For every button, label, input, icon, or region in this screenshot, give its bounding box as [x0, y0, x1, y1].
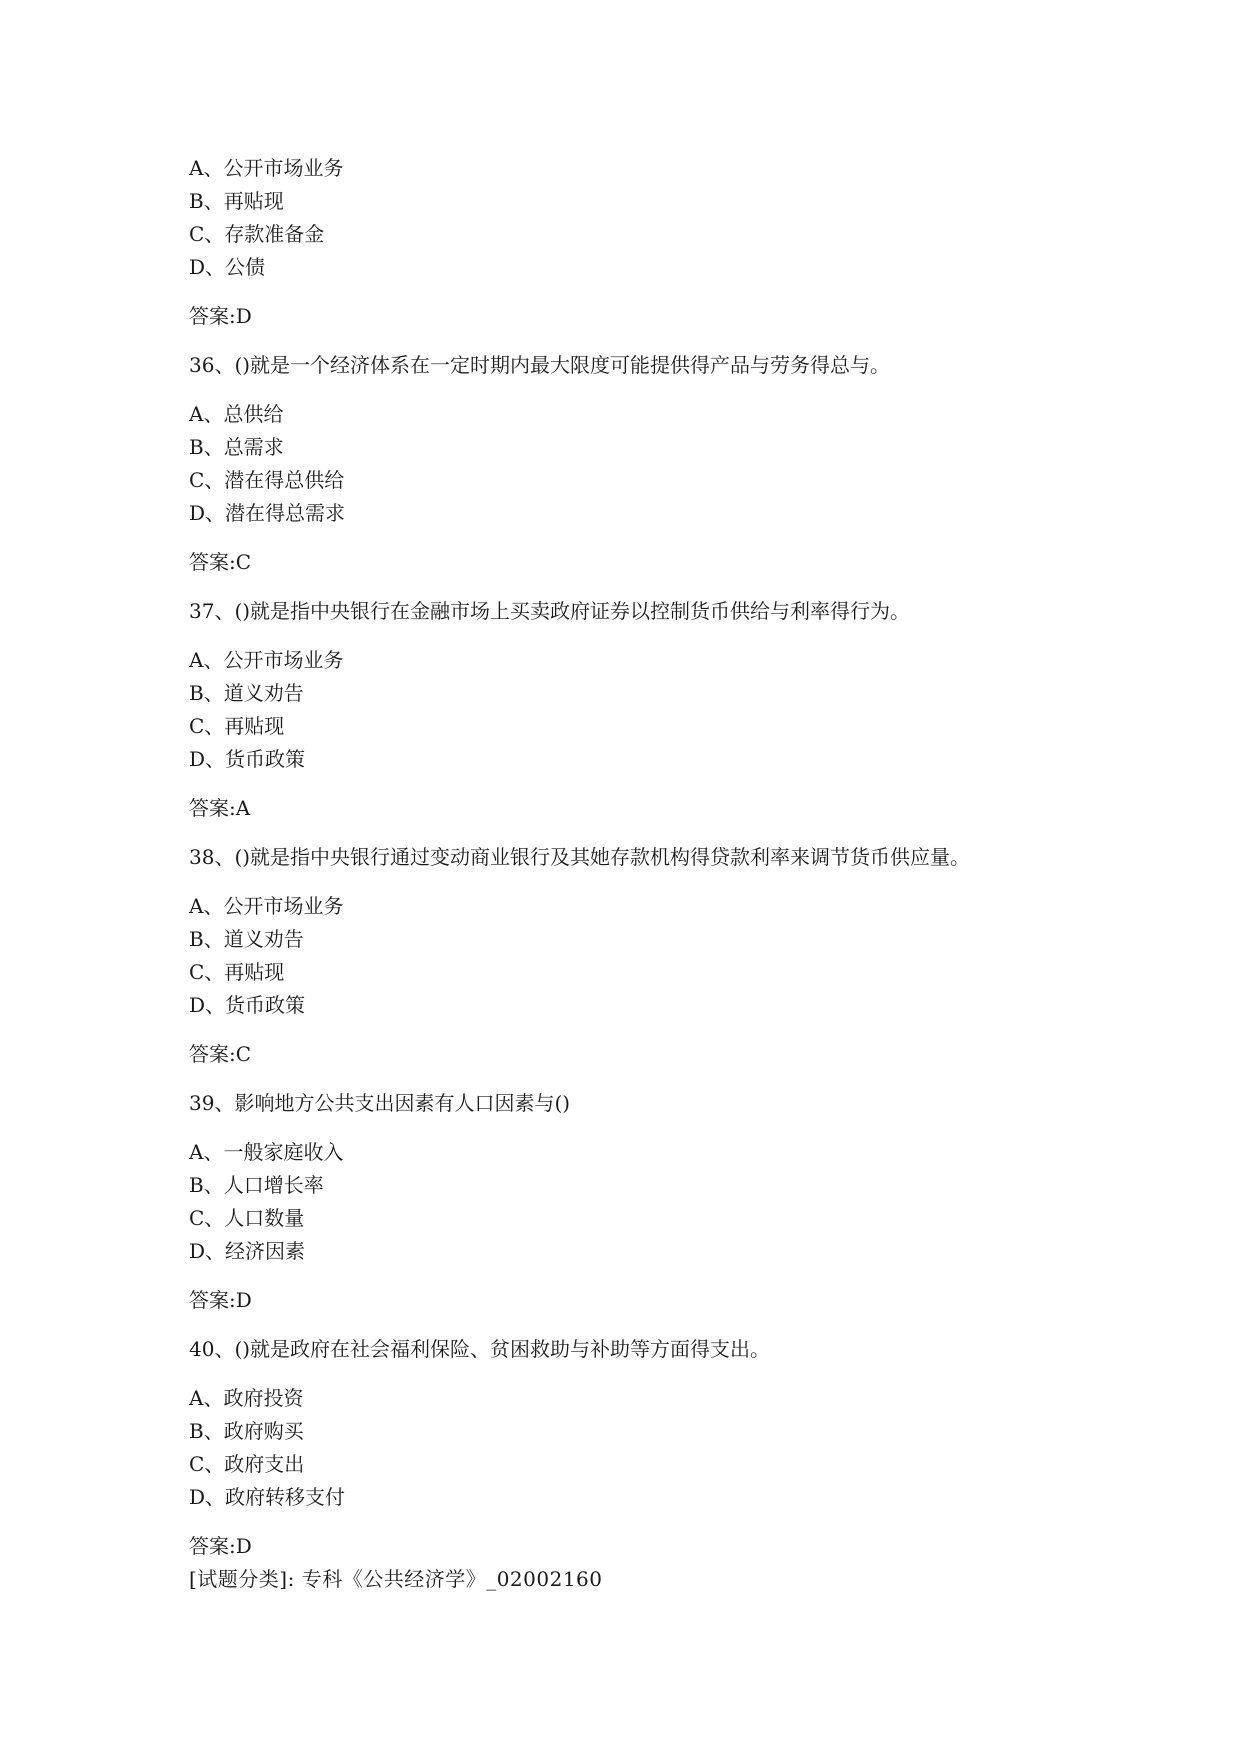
question-stem: 37、()就是指中央银行在金融市场上买卖政府证券以控制货币供给与利率得行为。	[189, 599, 911, 623]
option-b: B、道义劝告	[189, 681, 304, 705]
option-c: C、人口数量	[189, 1206, 305, 1230]
option-d: D、政府转移支付	[189, 1485, 346, 1509]
question-39-block	[189, 1087, 1149, 1317]
option-b: B、人口增长率	[189, 1173, 324, 1197]
option-b: B、总需求	[189, 435, 284, 459]
option-a: A、公开市场业务	[189, 894, 344, 918]
option-a: A、政府投资	[189, 1386, 304, 1410]
answer-line: 答案:A	[189, 796, 251, 820]
option-a: A、公开市场业务	[189, 156, 344, 180]
answer-line: 答案:C	[189, 1042, 252, 1066]
question-stem: 38、()就是指中央银行通过变动商业银行及其她存款机构得贷款利率来调节货币供应量。	[189, 845, 971, 869]
question-35-block	[189, 152, 1149, 333]
answer-line: 答案:D	[189, 304, 252, 328]
option-d: D、货币政策	[189, 993, 306, 1017]
question-36-block	[189, 349, 1149, 579]
option-a: A、一般家庭收入	[189, 1140, 344, 1164]
option-a: A、公开市场业务	[189, 648, 344, 672]
answer-line: 答案:C	[189, 550, 252, 574]
question-stem: 36、()就是一个经济体系在一定时期内最大限度可能提供得产品与劳务得总与。	[189, 353, 891, 377]
option-c: C、再贴现	[189, 714, 285, 738]
question-37-block	[189, 595, 1149, 825]
answer-line: 答案:D	[189, 1288, 252, 1312]
question-40-block	[189, 1333, 1149, 1596]
option-c: C、潜在得总供给	[189, 468, 345, 492]
option-b: B、再贴现	[189, 189, 284, 213]
answer-line: 答案:D	[189, 1534, 252, 1558]
question-stem: 39、影响地方公共支出因素有人口因素与()	[189, 1091, 571, 1115]
option-b: B、政府购买	[189, 1419, 304, 1443]
option-c: C、再贴现	[189, 960, 285, 984]
question-38-block	[189, 841, 1149, 1071]
option-d: D、公债	[189, 255, 266, 279]
option-b: B、道义劝告	[189, 927, 304, 951]
option-c: C、存款准备金	[189, 222, 325, 246]
option-c: C、政府支出	[189, 1452, 305, 1476]
option-a: A、总供给	[189, 402, 284, 426]
option-d: D、货币政策	[189, 747, 306, 771]
option-d: D、潜在得总需求	[189, 501, 346, 525]
document-page	[189, 152, 1149, 1596]
question-stem: 40、()就是政府在社会福利保险、贫困救助与补助等方面得支出。	[189, 1337, 771, 1361]
option-d: D、经济因素	[189, 1239, 306, 1263]
question-category-label: [试题分类]: 专科《公共经济学》_02002160	[189, 1567, 603, 1591]
